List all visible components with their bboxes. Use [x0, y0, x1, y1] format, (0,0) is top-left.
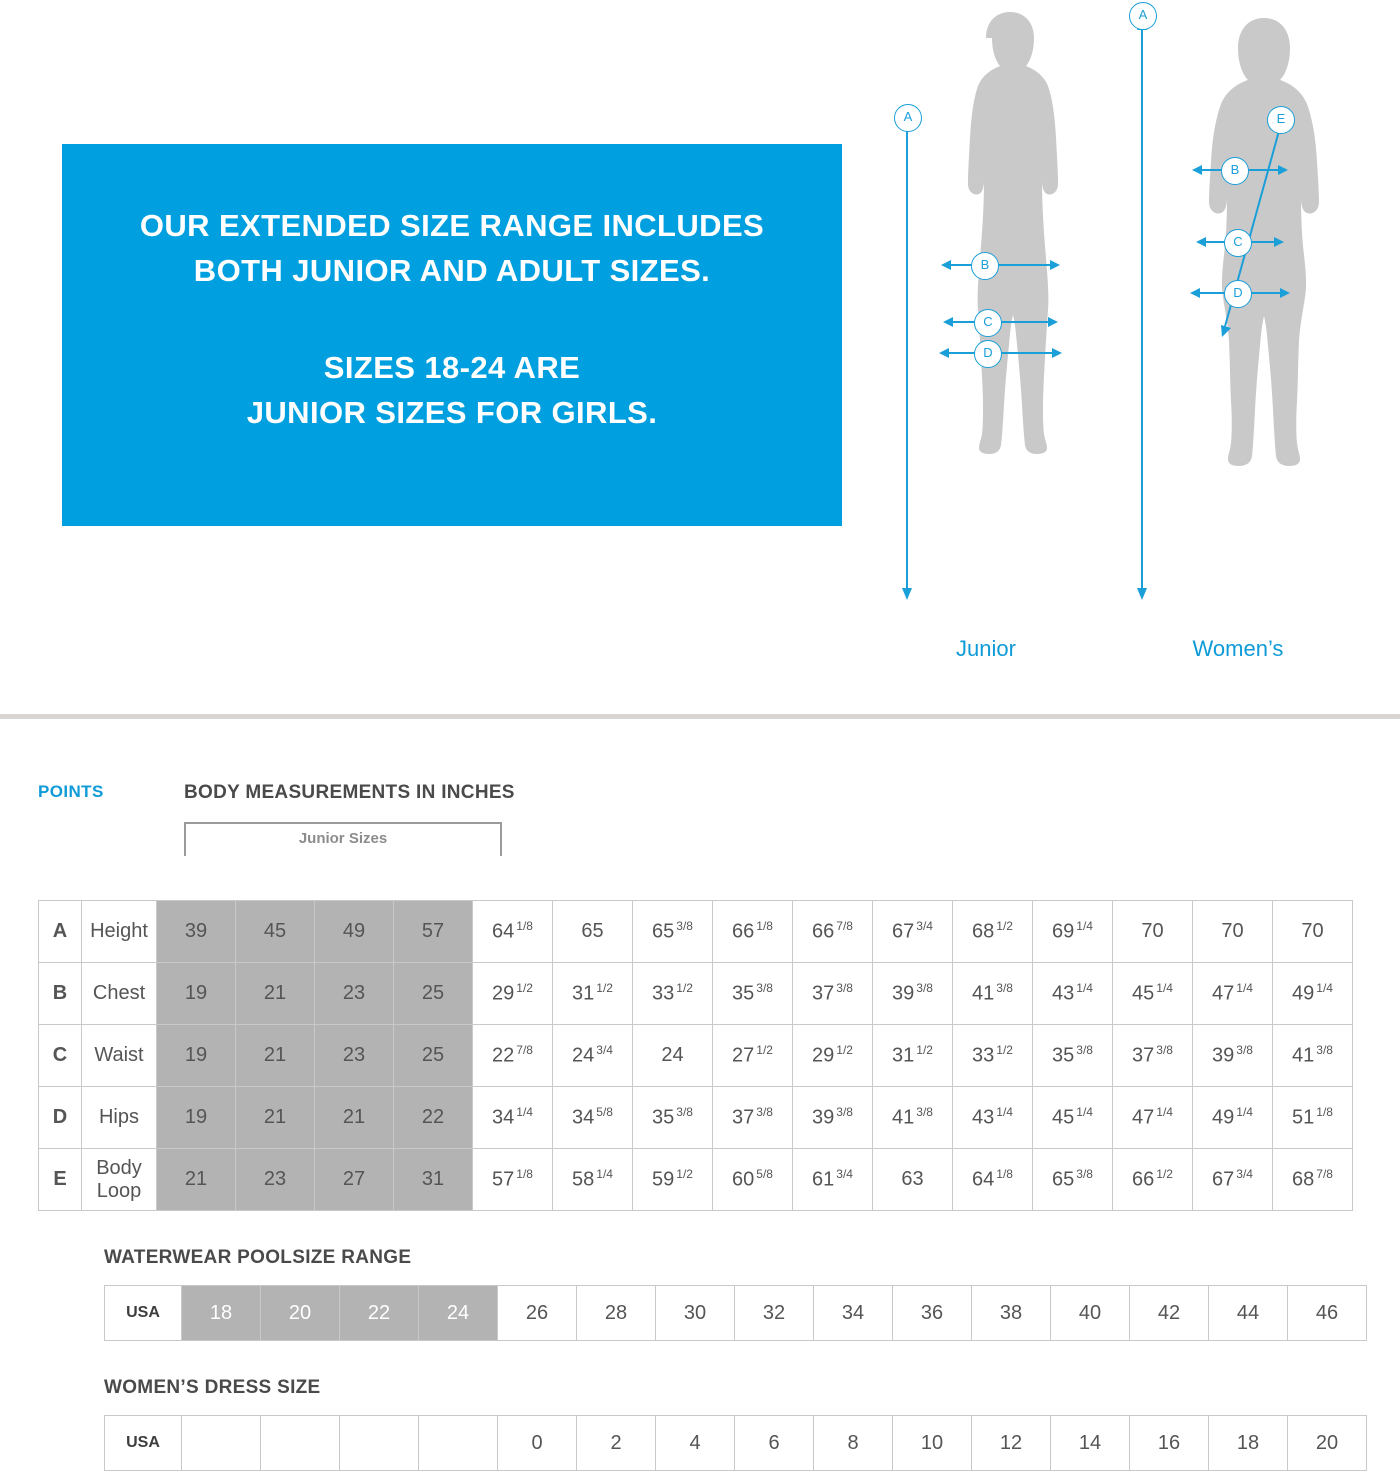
junior-size-cell: 19: [157, 1087, 236, 1149]
junior-sizes-bracket: [184, 822, 502, 856]
measurement-fraction: 1/4: [1316, 981, 1333, 996]
measurement-cell: [873, 901, 953, 963]
measurement-fraction: 1/2: [516, 981, 533, 996]
measurement-whole: 35: [1052, 1044, 1075, 1067]
measurement-cell: [713, 901, 793, 963]
measurement-cell: [793, 1087, 873, 1149]
measurement-whole: 67: [892, 920, 915, 943]
measurement-fraction: 1/4: [1156, 1105, 1173, 1120]
measurement-whole: 66: [1132, 1168, 1155, 1191]
junior-size-cell: 31: [394, 1149, 473, 1211]
callout-line-3: SIZES 18-24 ARE: [323, 349, 581, 385]
size-cell: 36: [893, 1286, 972, 1341]
point-name: Height: [82, 901, 157, 963]
measurement-whole: 68: [1292, 1168, 1315, 1191]
point-letter: E: [39, 1149, 82, 1211]
size-cell: 2: [577, 1416, 656, 1471]
measurement-cell: [713, 1025, 793, 1087]
point-letter: C: [39, 1025, 82, 1087]
body-diagram: [860, 0, 1380, 700]
size-cell: 34: [814, 1286, 893, 1341]
measurement-fraction: 7/8: [1316, 1167, 1333, 1182]
measurement-whole: 31: [892, 1044, 915, 1067]
measurement-whole: 51: [1292, 1106, 1315, 1129]
dress-size-table: [104, 1415, 1367, 1471]
empty-cell: [182, 1416, 261, 1471]
measurement-cell: [1033, 1025, 1113, 1087]
measurement-fraction: 1/2: [836, 1043, 853, 1058]
hero-section: [0, 0, 1400, 720]
measurement-cell: [473, 1025, 553, 1087]
measurement-cell: [553, 1025, 633, 1087]
size-cell: 42: [1130, 1286, 1209, 1341]
junior-size-cell: 23: [315, 963, 394, 1025]
table-row: [39, 1025, 1353, 1087]
empty-cell: [261, 1416, 340, 1471]
measurement-cell: [793, 963, 873, 1025]
size-cell: 30: [656, 1286, 735, 1341]
junior-size-cell: 22: [340, 1286, 419, 1341]
measurement-whole: 70: [1141, 920, 1164, 942]
measurement-cell: [793, 901, 873, 963]
junior-size-cell: 21: [236, 1087, 315, 1149]
measurement-whole: 70: [1221, 920, 1244, 942]
poolsize-table: [104, 1285, 1367, 1341]
junior-size-cell: 21: [315, 1087, 394, 1149]
measurement-fraction: 1/4: [516, 1105, 533, 1120]
marker-womens-e: E: [1267, 106, 1295, 134]
measurement-fraction: 1/8: [756, 919, 773, 934]
measurement-fraction: 3/8: [1316, 1043, 1333, 1058]
measurement-cell: [633, 963, 713, 1025]
point-letter: D: [39, 1087, 82, 1149]
size-cell: 32: [735, 1286, 814, 1341]
measurement-fraction: 3/8: [756, 1105, 773, 1120]
measurement-fraction: 3/4: [1236, 1167, 1253, 1182]
womens-figure-label: Women’s: [1192, 636, 1284, 661]
point-letter: B: [39, 963, 82, 1025]
junior-size-cell: 21: [157, 1149, 236, 1211]
measurement-fraction: 3/8: [1156, 1043, 1173, 1058]
measurement-whole: 24: [572, 1044, 595, 1067]
junior-figure-silhouette: [968, 12, 1058, 454]
measurement-fraction: 1/2: [996, 1043, 1013, 1058]
measurement-cell: [633, 1149, 713, 1211]
measurement-cell: [1113, 901, 1193, 963]
section-divider: [0, 714, 1400, 719]
usa-label-cell: USA: [105, 1416, 182, 1471]
measurement-cell: [1193, 1087, 1273, 1149]
measurement-whole: 35: [732, 982, 755, 1005]
measurement-whole: 34: [492, 1106, 515, 1129]
measurement-whole: 41: [972, 982, 995, 1005]
size-cell: 38: [972, 1286, 1051, 1341]
measurement-whole: 65: [581, 920, 604, 942]
measurement-fraction: 3/8: [756, 981, 773, 996]
measurement-fraction: 3/8: [836, 1105, 853, 1120]
dress-size-row: [105, 1416, 1367, 1471]
marker-womens-b: B: [1221, 157, 1249, 185]
measurement-cell: [633, 1087, 713, 1149]
marker-junior-c: C: [974, 309, 1002, 337]
size-cell: 46: [1288, 1286, 1367, 1341]
measurement-cell: [953, 1025, 1033, 1087]
measurement-whole: 63: [901, 1168, 924, 1190]
measurement-cell: [713, 1087, 793, 1149]
callout-line-4: JUNIOR SIZES FOR GIRLS.: [246, 394, 658, 430]
measurement-fraction: 5/8: [596, 1105, 613, 1120]
junior-size-cell: 20: [261, 1286, 340, 1341]
measurement-cell: [873, 1025, 953, 1087]
measurement-cell: [953, 1149, 1033, 1211]
measurements-section: [0, 730, 1400, 1471]
junior-size-cell: 18: [182, 1286, 261, 1341]
measurement-fraction: 3/8: [1236, 1043, 1253, 1058]
measurement-fraction: 1/4: [596, 1167, 613, 1182]
measurement-cell: [1273, 1149, 1353, 1211]
marker-womens-d: D: [1224, 280, 1252, 308]
measurement-whole: 47: [1132, 1106, 1155, 1129]
size-cell: 44: [1209, 1286, 1288, 1341]
size-cell: 12: [972, 1416, 1051, 1471]
measurement-cell: [1033, 963, 1113, 1025]
size-cell: 40: [1051, 1286, 1130, 1341]
measurement-whole: 49: [1292, 982, 1315, 1005]
measurement-fraction: 3/8: [916, 1105, 933, 1120]
measurement-cell: [1033, 1087, 1113, 1149]
measurement-whole: 59: [652, 1168, 675, 1191]
measurement-fraction: 3/8: [676, 1105, 693, 1120]
measurement-whole: 34: [572, 1106, 595, 1129]
measurement-cell: [1113, 1087, 1193, 1149]
marker-womens-c: C: [1224, 229, 1252, 257]
measurement-whole: 31: [572, 982, 595, 1005]
size-cell: 8: [814, 1416, 893, 1471]
measurement-whole: 39: [1212, 1044, 1235, 1067]
marker-womens-a: A: [1129, 2, 1157, 30]
marker-junior-d: D: [974, 340, 1002, 368]
size-cell: 20: [1288, 1416, 1367, 1471]
measurement-cell: [633, 901, 713, 963]
table-row: [39, 963, 1353, 1025]
measurement-whole: 68: [972, 920, 995, 943]
point-name: Waist: [82, 1025, 157, 1087]
size-cell: 16: [1130, 1416, 1209, 1471]
measurement-fraction: 3/8: [916, 981, 933, 996]
junior-size-cell: 25: [394, 1025, 473, 1087]
measurement-fraction: 3/4: [916, 919, 933, 934]
measurement-fraction: 1/8: [516, 1167, 533, 1182]
empty-cell: [419, 1416, 498, 1471]
junior-size-cell: 21: [236, 963, 315, 1025]
measurement-whole: 65: [1052, 1168, 1075, 1191]
measurement-whole: 49: [1212, 1106, 1235, 1129]
measurement-fraction: 7/8: [836, 919, 853, 934]
measurement-cell: [1113, 963, 1193, 1025]
measurement-whole: 43: [1052, 982, 1075, 1005]
measurement-whole: 37: [732, 1106, 755, 1129]
measurement-cell: [713, 1149, 793, 1211]
measurement-whole: 67: [1212, 1168, 1235, 1191]
size-cell: 18: [1209, 1416, 1288, 1471]
measurement-fraction: 1/2: [756, 1043, 773, 1058]
measurement-cell: [953, 1087, 1033, 1149]
size-cell: 0: [498, 1416, 577, 1471]
measurement-whole: 45: [1052, 1106, 1075, 1129]
junior-size-cell: 24: [419, 1286, 498, 1341]
measurement-cell: [793, 1149, 873, 1211]
measurement-whole: 61: [812, 1168, 835, 1191]
measurement-whole: 37: [812, 982, 835, 1005]
measurement-fraction: 1/8: [1316, 1105, 1333, 1120]
measurement-whole: 29: [492, 982, 515, 1005]
measurement-cell: [473, 1087, 553, 1149]
measurement-whole: 65: [652, 920, 675, 943]
measurement-whole: 41: [892, 1106, 915, 1129]
junior-size-cell: 19: [157, 963, 236, 1025]
size-cell: 10: [893, 1416, 972, 1471]
measurement-cell: [633, 1025, 713, 1087]
figures-svg: [860, 0, 1380, 700]
table-row: [39, 1087, 1353, 1149]
measurement-fraction: 5/8: [756, 1167, 773, 1182]
junior-sizes-label: Junior Sizes: [298, 830, 388, 847]
measurement-cell: [1273, 963, 1353, 1025]
measurement-whole: 33: [652, 982, 675, 1005]
measurement-fraction: 1/8: [516, 919, 533, 934]
measurement-fraction: 1/2: [676, 1167, 693, 1182]
measurement-cell: [713, 963, 793, 1025]
measurement-whole: 60: [732, 1168, 755, 1191]
measurement-fraction: 1/2: [676, 981, 693, 996]
measurement-whole: 33: [972, 1044, 995, 1067]
measurement-cell: [873, 1149, 953, 1211]
measurement-cell: [1273, 901, 1353, 963]
poolsize-title: WATERWEAR POOLSIZE RANGE: [104, 1247, 412, 1268]
measurement-whole: 37: [1132, 1044, 1155, 1067]
measurement-cell: [1273, 1025, 1353, 1087]
measurement-cell: [1113, 1025, 1193, 1087]
point-name: Hips: [82, 1087, 157, 1149]
measurement-fraction: 7/8: [516, 1043, 533, 1058]
point-name: Body Loop: [82, 1149, 157, 1211]
measurement-cell: [1273, 1087, 1353, 1149]
size-cell: 14: [1051, 1416, 1130, 1471]
measurement-fraction: 3/8: [1076, 1167, 1093, 1182]
table-row: [39, 901, 1353, 963]
marker-junior-a: A: [894, 104, 922, 132]
dress-size-title: WOMEN’S DRESS SIZE: [104, 1377, 321, 1398]
point-name: Chest: [82, 963, 157, 1025]
measurement-whole: 39: [892, 982, 915, 1005]
measurement-whole: 66: [812, 920, 835, 943]
junior-size-cell: 23: [315, 1025, 394, 1087]
measurement-fraction: 1/2: [596, 981, 613, 996]
junior-size-cell: 23: [236, 1149, 315, 1211]
measurement-cell: [553, 1087, 633, 1149]
measurement-fraction: 3/4: [836, 1167, 853, 1182]
callout-line-1: OUR EXTENDED SIZE RANGE INCLUDES: [139, 208, 765, 243]
points-header: POINTS: [38, 782, 104, 801]
marker-junior-b: B: [971, 252, 999, 280]
measurement-whole: 29: [812, 1044, 835, 1067]
measurement-fraction: 1/4: [1076, 919, 1093, 934]
measurement-cell: [553, 1149, 633, 1211]
junior-size-cell: 22: [394, 1087, 473, 1149]
measurement-fraction: 1/2: [916, 1043, 933, 1058]
measurement-cell: [1193, 1025, 1273, 1087]
measurement-whole: 41: [1292, 1044, 1315, 1067]
measurement-whole: 66: [732, 920, 755, 943]
measurement-cell: [1033, 901, 1113, 963]
measurement-cell: [473, 1149, 553, 1211]
measurement-fraction: 1/8: [996, 1167, 1013, 1182]
measurement-fraction: 1/4: [996, 1105, 1013, 1120]
body-measurements-header: BODY MEASUREMENTS IN INCHES: [184, 782, 515, 803]
junior-size-cell: 27: [315, 1149, 394, 1211]
measurement-fraction: 1/2: [996, 919, 1013, 934]
measurement-whole: 24: [661, 1044, 684, 1066]
measurement-cell: [953, 963, 1033, 1025]
size-cell: 4: [656, 1416, 735, 1471]
measurement-fraction: 1/4: [1236, 1105, 1253, 1120]
measurement-fraction: 1/4: [1076, 981, 1093, 996]
measurement-whole: 39: [812, 1106, 835, 1129]
measurement-cell: [473, 901, 553, 963]
poolsize-row: [105, 1286, 1367, 1341]
measurement-whole: 64: [492, 920, 515, 943]
callout-banner: [62, 144, 842, 526]
measurement-cell: [553, 963, 633, 1025]
junior-figure-label: Junior: [956, 636, 1016, 661]
point-letter: A: [39, 901, 82, 963]
measurement-whole: 27: [732, 1044, 755, 1067]
measurement-whole: 69: [1052, 920, 1075, 943]
measurement-fraction: 3/8: [996, 981, 1013, 996]
measurement-cell: [1033, 1149, 1113, 1211]
measurement-cell: [873, 1087, 953, 1149]
junior-size-cell: 25: [394, 963, 473, 1025]
body-measurements-table: [38, 900, 1353, 1211]
table-headers: [38, 730, 1400, 803]
size-cell: 26: [498, 1286, 577, 1341]
bracket-line: [184, 822, 502, 824]
measurement-cell: [873, 963, 953, 1025]
measurement-fraction: 1/4: [1076, 1105, 1093, 1120]
junior-size-cell: 45: [236, 901, 315, 963]
measurement-whole: 47: [1212, 982, 1235, 1005]
junior-size-cell: 39: [157, 901, 236, 963]
measurement-whole: 58: [572, 1168, 595, 1191]
junior-size-cell: 49: [315, 901, 394, 963]
measurement-whole: 45: [1132, 982, 1155, 1005]
measurement-cell: [1193, 1149, 1273, 1211]
size-cell: 28: [577, 1286, 656, 1341]
junior-size-cell: 19: [157, 1025, 236, 1087]
junior-size-cell: 21: [236, 1025, 315, 1087]
measurement-fraction: 3/8: [836, 981, 853, 996]
measurement-whole: 43: [972, 1106, 995, 1129]
measurement-cell: [1193, 963, 1273, 1025]
callout-line-2: BOTH JUNIOR AND ADULT SIZES.: [193, 252, 711, 288]
measurement-fraction: 1/2: [1156, 1167, 1173, 1182]
measurement-whole: 70: [1301, 920, 1324, 942]
measurement-fraction: 1/4: [1156, 981, 1173, 996]
empty-cell: [340, 1416, 419, 1471]
table-row: [39, 1149, 1353, 1211]
measurement-cell: [793, 1025, 873, 1087]
measurement-fraction: 1/4: [1236, 981, 1253, 996]
measurement-whole: 64: [972, 1168, 995, 1191]
measurement-fraction: 3/4: [596, 1043, 613, 1058]
size-cell: 6: [735, 1416, 814, 1471]
measurement-cell: [953, 901, 1033, 963]
measurement-cell: [553, 901, 633, 963]
usa-label-cell: USA: [105, 1286, 182, 1341]
measurement-cell: [1113, 1149, 1193, 1211]
measurement-fraction: 3/8: [676, 919, 693, 934]
measurement-whole: 35: [652, 1106, 675, 1129]
measurement-whole: 22: [492, 1044, 515, 1067]
measurement-cell: [1193, 901, 1273, 963]
measurement-cell: [473, 963, 553, 1025]
measurement-fraction: 3/8: [1076, 1043, 1093, 1058]
measurement-whole: 57: [492, 1168, 515, 1191]
junior-size-cell: 57: [394, 901, 473, 963]
